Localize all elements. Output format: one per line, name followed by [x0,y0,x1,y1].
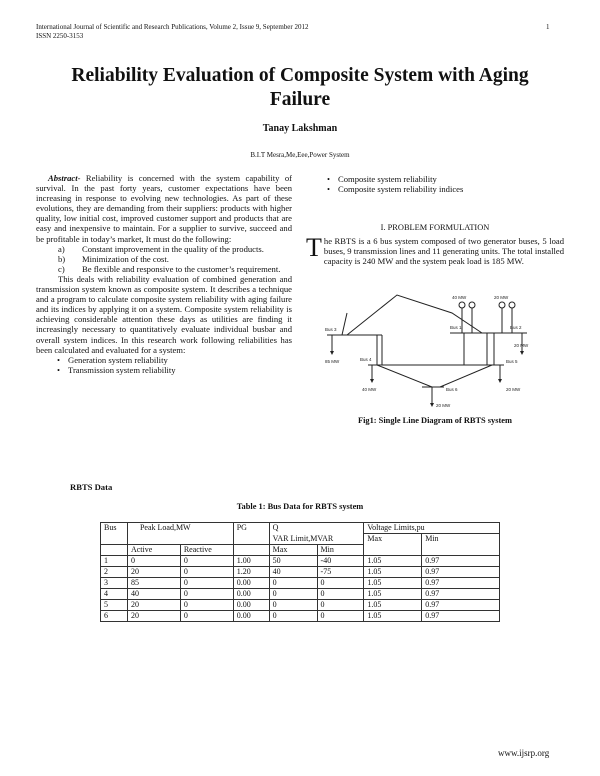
table-header-row [101,523,500,534]
list-item: • Transmission system reliability [36,365,292,375]
footer-url[interactable]: www.ijsrp.org [498,748,550,758]
col-header-var-limit: VAR Limit,MVAR [269,534,364,545]
blank-cell [233,544,269,555]
bus-data-table [100,522,500,622]
col-header-qmax: Max [269,544,317,555]
list-item: • Generation system reliability [36,355,292,365]
page-number: 1 [546,23,550,31]
col-header-q: Q [269,523,364,534]
table-row: 4 40 0 0.00 0 0 1.05 0.97 [101,588,500,599]
bus-1-label: Bus 1 [450,325,462,330]
generator-icon [459,302,465,308]
list-item: • Composite system reliability [306,174,564,184]
issn: ISSN 2250-3153 [36,32,84,40]
list-item: • Composite system reliability indices [306,184,564,194]
line-3-stub [342,313,347,335]
gen-1-label: 40 MW [452,295,467,300]
drop-cap: T [306,233,322,262]
right-bullet-list [306,174,564,194]
title-line-1: Reliability Evaluation of Composite System with Aging [71,65,529,86]
generator-icon [509,302,515,308]
table-row: 3 85 0 0.00 0 0 1.05 0.97 [101,577,500,588]
left-bullet-list [36,355,292,375]
list-item: c) Be flexible and responsive to the customer’s requirement. [58,263,281,274]
abstract-label: Abstract- [48,173,81,183]
bus-6-label: Bus 6 [446,387,458,392]
col-header-active: Active [127,544,180,555]
table-row: 2 20 0 1.20 40 -75 1.05 0.97 [101,566,500,577]
load-2-label: 20 MW [514,343,529,348]
load-6-label: 20 MW [436,403,451,408]
load-arrow-icon [498,379,502,383]
table-caption: Table 1: Bus Data for RBTS system [236,502,364,511]
abstract-paragraph-2: This deals with reliability evaluation of combined generation and transmission system known as composite system. It describes a technique and a program to calculate composite system reliability with aging failure and its indices by applying it on a system. Composite system reliability is achieving considerable attention these days as utilities are finding it increasingly necessary to quantitatively evaluate individual busbar and overall system indices. In this research work following reliabilities has been calculated and evaluated for a system: [36,273,292,355]
bus-2-label: Bus 2 [510,325,522,330]
line-4-6 [377,365,432,387]
load-arrow-icon [430,403,434,407]
list-item: b) Minimization of the cost. [58,253,169,264]
load-arrow-icon [330,351,334,355]
affiliation: B.I.T Mesra,Me,Eee,Power System [250,151,350,159]
abstract-paragraph [36,173,292,244]
blank-cell [101,544,128,555]
right-column [306,174,564,194]
author: Tanay Lakshman [262,123,338,134]
bullet-icon: • [326,174,330,184]
bullet-icon: • [56,364,60,375]
section-1-paragraph [306,233,565,267]
bus-4-label: Bus 4 [360,357,372,362]
gen-2-label: 20 MW [494,295,509,300]
bus-3-label: Bus 3 [325,327,337,332]
bullet-icon: • [326,184,330,195]
abstract-body: Reliability is concerned with the system capability of survival. In the past forty years, customer expectations have been increasing in response to evolving new technologies. As part of these evolutions, they are demanding from their suppliers: products with higher quality, low initial cost, improved customer support and products that are easy and inexpensive to maintain. For a supplier to survive, succeed and be profitable in today’s market, It must do the following: [36,173,292,244]
load-arrow-icon [370,379,374,383]
section-1-body: he RBTS is a 6 bus system composed of two generator buses, 5 load buses, 9 transmission lines and 11 generating units. The total installed capacity is 240 MW and the system peak load is 185 MW. [323,236,565,267]
abstract-column [36,173,292,375]
load-arrow-icon [520,351,524,355]
col-header-qmin: Min [317,544,364,555]
journal-header [36,23,309,41]
rbts-single-line-diagram [322,291,544,409]
col-header-bus: Bus [101,523,128,545]
table-row: 1 0 0 1.00 50 -40 1.05 0.97 [101,555,500,566]
list-item: a) Constant improvement in the quality of the products. [58,243,264,254]
paper-title [20,64,580,112]
figure-caption: Fig1: Single Line Diagram of RBTS system [357,416,512,425]
col-header-reactive: Reactive [180,544,233,555]
bullet-icon: • [56,354,60,365]
col-header-vmax: Max [364,534,422,556]
load-4-label: 40 MW [362,387,377,392]
bus-5-label: Bus 5 [506,359,518,364]
load-3-label: 85 MW [325,359,340,364]
load-5-label: 20 MW [506,387,521,392]
rbts-data-heading: RBTS Data [70,482,113,492]
col-header-vmin: Min [422,534,500,556]
table-row: 5 20 0 0.00 0 0 1.05 0.97 [101,599,500,610]
journal-name: International Journal of Scientific and Research Publications, Volume 2, Issue 9, September 2012 [36,23,309,31]
section-heading: I. PROBLEM FORMULATION [380,223,490,232]
col-header-voltage: Voltage Limits,pu [364,523,500,534]
line-5-6 [440,365,492,387]
generator-icon [499,302,505,308]
title-line-2: Failure [269,89,331,110]
requirements-list [36,244,292,274]
generator-icon [469,302,475,308]
table-row: 6 20 0 0.00 0 0 1.05 0.97 [101,610,500,621]
col-header-peak-load: Peak Load,MW [127,523,233,545]
col-header-pg: PG [233,523,269,545]
